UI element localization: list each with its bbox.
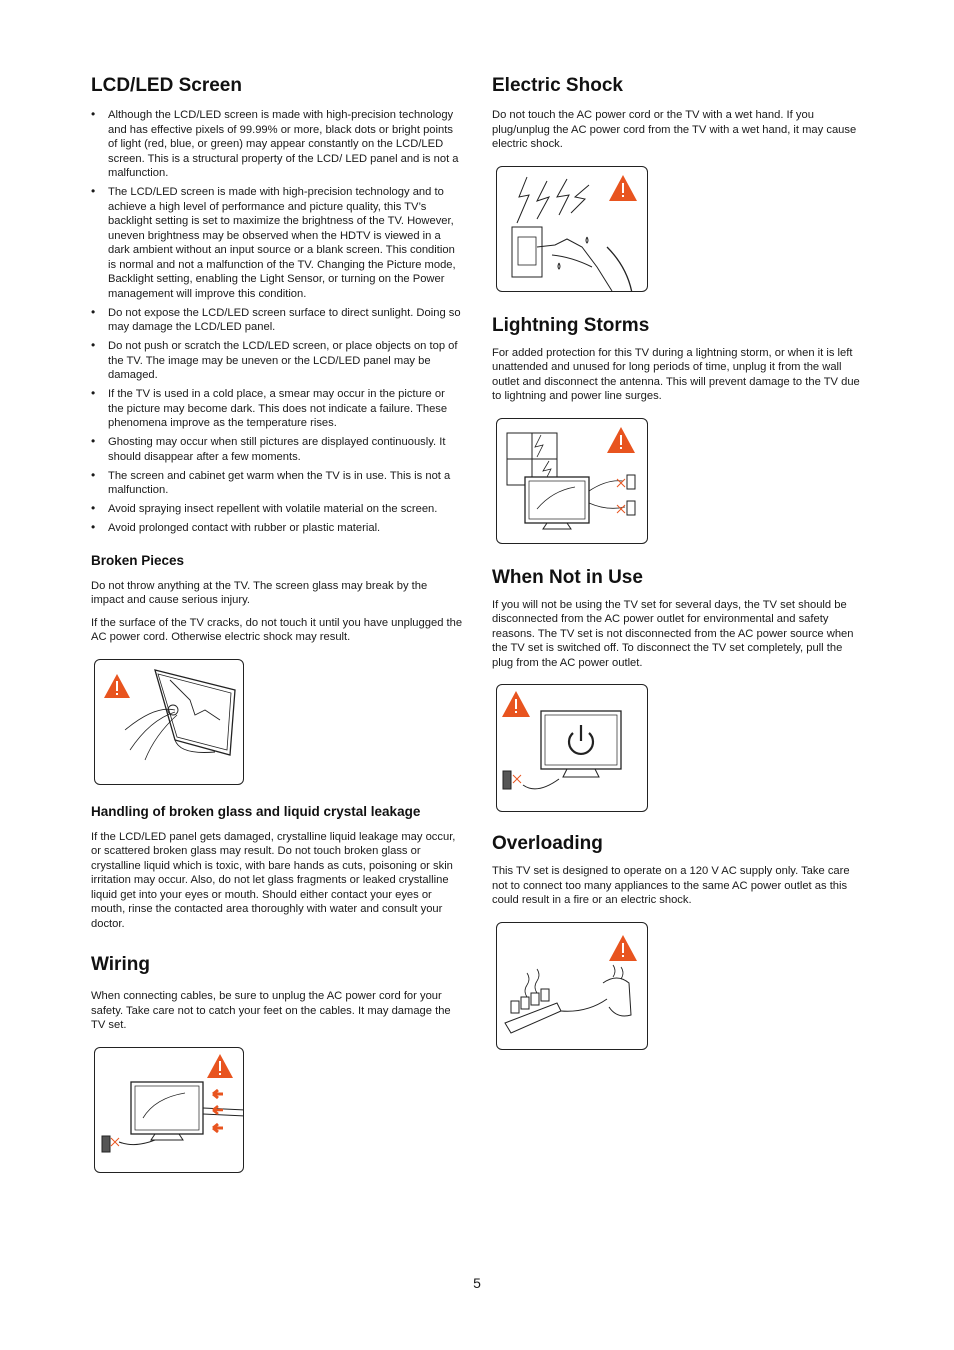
list-item: • The screen and cabinet get warm when the TV is in use. This is not a malfunction.	[91, 467, 451, 496]
page-number: 5	[473, 1275, 481, 1291]
bullet-icon: •	[91, 386, 96, 400]
warning-icon	[207, 1054, 233, 1078]
power-off-illustration	[496, 684, 648, 812]
broken-pieces-heading: Broken Pieces	[91, 552, 185, 568]
list-item: • Avoid prolonged contact with rubber or plastic material.	[91, 520, 381, 534]
shock-text: Do not touch the AC power cord or the TV with a wet hand. If you plug/unplug the AC power cord from the TV with a wet hand, it may cause electric shock.	[492, 109, 857, 150]
bullet-icon: •	[91, 434, 96, 448]
bullet-icon: •	[91, 184, 96, 198]
bullet-icon: •	[91, 501, 96, 515]
shock-section-title: Electric Shock	[492, 75, 623, 96]
list-item: • Do not expose the LCD/LED screen surface to direct sunlight. Doing so may damage the LCD/LED panel.	[91, 304, 461, 333]
broken-pieces-text-2: If the surface of the TV cracks, do not touch it until you have unplugged the AC power cord. Otherwise electric shock may result.	[91, 616, 463, 643]
list-item: • If the TV is used in a cold place, a smear may occur in the picture or the picture may become dark. This does not indicate a failure. These phenomena improve as the temperature rises.	[91, 386, 448, 429]
lcd-section-title: LCD/LED Screen	[91, 75, 242, 96]
glass-text: If the LCD/LED panel gets damaged, crystalline liquid leakage may occur, or scattered broken glass may result. Do not touch broken glass or crystalline liquid which is toxic, with bare hands as cuts, poisoning or skin irritation may occur. Also, do not let glass fragments or leaked crystalline liquid get into your eyes or mouth. Should either contact your eyes or mouth, rinse the contacted area thoroughly with water and consult your doctor.	[91, 830, 456, 930]
bullet-icon: •	[91, 107, 96, 121]
list-item: • Avoid spraying insect repellent with volatile material on the screen.	[91, 501, 438, 515]
list-item: • Although the LCD/LED screen is made with high-precision technology and has effective pixels of 99.99% or more, black dots or bright points of light (red, blue, or green) may appear constantly on the LCD/LED screen. This is a structural property of the LCD/ LED panel and is not a malfunction.	[91, 107, 459, 179]
notinuse-section-title: When Not in Use	[492, 566, 643, 588]
overloading-illustration	[496, 922, 648, 1050]
wiring-section-title: Wiring	[91, 954, 150, 975]
list-item: • The LCD/LED screen is made with high-precision technology and to achieve a high level of performance and picture quality, this TV’s backlight setting is set to maximize the brightness of the TV. However, uneven brightness may be observed when the HDTV is viewed in a dark ambient without an input source or a blank screen. This condition is normal and not a malfunction of the TV. Changing the Picture mode, Backlight setting, enabling the Light Sensor, or turning on the Power management will improve this condition.	[91, 184, 456, 300]
bullet-icon: •	[91, 304, 96, 319]
overloading-text: This TV set is designed to operate on a 120 V AC supply only. Take care not to connect too many appliances to the same AC power outlet as this could result in a fire or an electric shock.	[492, 865, 850, 906]
warning-icon	[104, 674, 130, 698]
overloading-section-title: Overloading	[492, 833, 603, 854]
notinuse-text: If you will not be using the TV set for several days, the TV set should be disconnected from the AC power outlet for environmental and safety reasons. The TV set is not disconnected from the AC power source when the TV set is switched off. To disconnect the TV set completely, pull the plug from the AC power outlet.	[492, 598, 854, 669]
warning-icon	[609, 175, 637, 201]
list-item: • Ghosting may occur when still pictures are displayed continuously. It should disappear after a few moments.	[91, 434, 446, 463]
glass-heading: Handling of broken glass and liquid crystal leakage	[91, 803, 421, 819]
broken-tv-illustration	[94, 659, 244, 785]
lightning-section-title: Lightning Storms	[492, 314, 650, 336]
wiring-illustration	[94, 1047, 244, 1173]
right-column	[492, 74, 860, 1050]
lightning-text: For added protection for this TV during a lightning storm, or when it is left unattended and unused for long periods of time, unplug it from the wall outlet and disconnect the antenna. This will prevent damage to the TV due to lightning and power line surges.	[492, 346, 860, 402]
lcd-bullet-list	[91, 108, 463, 536]
broken-pieces-text-1: Do not throw anything at the TV. The screen glass may break by the impact and cause serious injury.	[91, 579, 428, 606]
warning-icon	[502, 691, 530, 717]
power-icon	[569, 725, 593, 754]
warning-icon	[607, 427, 635, 453]
lightning-storm-illustration	[496, 418, 648, 544]
bullet-icon: •	[91, 520, 96, 534]
electric-shock-illustration	[496, 166, 648, 292]
bullet-icon: •	[91, 467, 96, 482]
warning-icon	[609, 935, 637, 961]
bullet-icon: •	[91, 338, 96, 352]
wiring-text: When connecting cables, be sure to unplug the AC power cord for your safety. Take care not to catch your feet on the cables. It may damage the TV set.	[91, 990, 451, 1031]
list-item: • Do not push or scratch the LCD/LED screen, or place objects on top of the TV. The image may be uneven or the LCD/LED panel may be damaged.	[91, 338, 458, 381]
left-column	[91, 74, 463, 1173]
